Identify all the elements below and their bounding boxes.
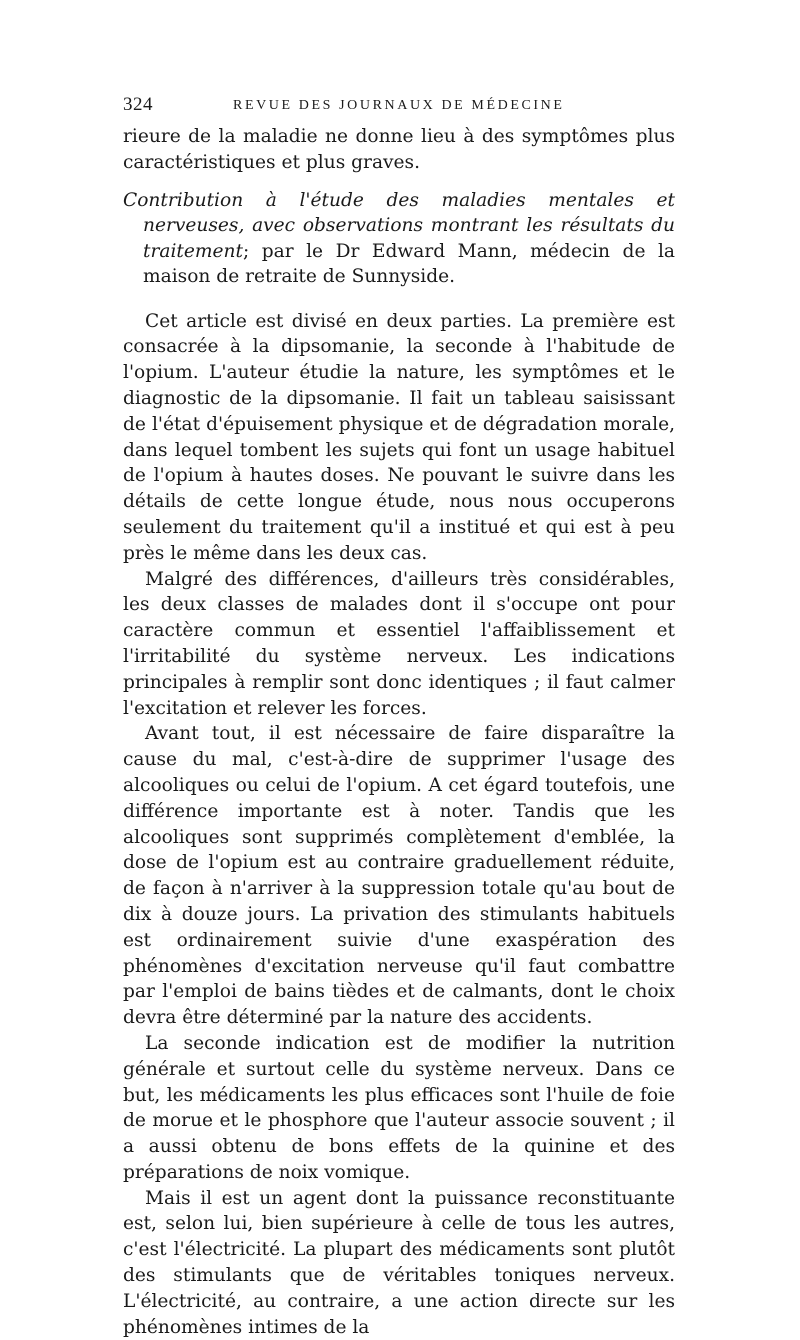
continuation-paragraph: rieure de la maladie ne donne lieu à des symptômes plus caractéristiques et plus graves. [123,126,675,173]
page-number: 324 [123,94,153,115]
article-title: Contribution à l'étude des maladies mentales et nerveuses, avec observations montrant les résultats du traitement [123,189,675,262]
body-paragraph: La seconde indication est de modifier la nutrition générale et surtout celle du système nerveux. Dans ce but, les médicaments les plus efficaces sont l'huile de foie de morue et le phosphore que l'auteur associe souvent ; il a aussi obtenu de bons effets de la quinine et des préparations de noix vomique. [123,1032,675,1183]
journal-title: REVUE DES JOURNAUX DE MÉDECINE [233,98,565,113]
article-heading [123,188,675,290]
body-paragraph: Cet article est divisé en deux parties. La première est consacrée à la dipsomanie, la seconde à l'habitude de l'opium. L'auteur étudie la nature, les symptômes et le diagnostic de la dipsomanie. Il fait un tableau saisissant de l'état d'épuisement physique et de dégradation morale, dans lequel tombent les sujets qui font un usage habituel de l'opium à hautes doses. Ne pouvant le suivre dans les détails de cette longue étude, nous nous occuperons seulement du traitement qu'il a institué et qui est à peu près le même dans les deux cas. [123,310,675,564]
book-page [123,94,675,1340]
body-paragraph: Mais il est un agent dont la puissance reconstituante est, selon lui, bien supérieure à celle de tous les autres, c'est l'électricité. La plupart des médicaments sont plutôt des stimulants que de véritables toniques nerveux. L'électricité, au contraire, a une action directe sur les phénomènes intimes de la [123,1187,675,1338]
body-paragraph: Avant tout, il est nécessaire de faire disparaître la cause du mal, c'est-à-dire de supprimer l'usage des alcooliques ou celui de l'opium. A cet égard toutefois, une différence importante est à noter. Tandis que les alcooliques sont supprimés complètement d'emblée, la dose de l'opium est au contraire graduellement réduite, de façon à n'arriver à la suppression totale qu'au bout de dix à douze jours. La privation des stimulants habituels est ordinairement suivie d'une exaspération des phénomènes d'excitation nerveuse qu'il faut combattre par l'emploi de bains tièdes et de calmants, dont le choix devra être déterminé par la nature des accidents. [123,723,675,1029]
running-head [123,94,675,120]
body-paragraph: Malgré des différences, d'ailleurs très considérables, les deux classes de malades dont il s'occupe ont pour caractère commun et essentiel l'affaiblissement et l'irritabilité du système nerveux. Les indications principales à remplir sont donc identiques ; il faut calmer l'excitation et relever les forces. [123,568,675,719]
article-byline: ; par le Dr Edward Mann, médecin de la maison de retraite de Sunnyside. [143,240,675,288]
